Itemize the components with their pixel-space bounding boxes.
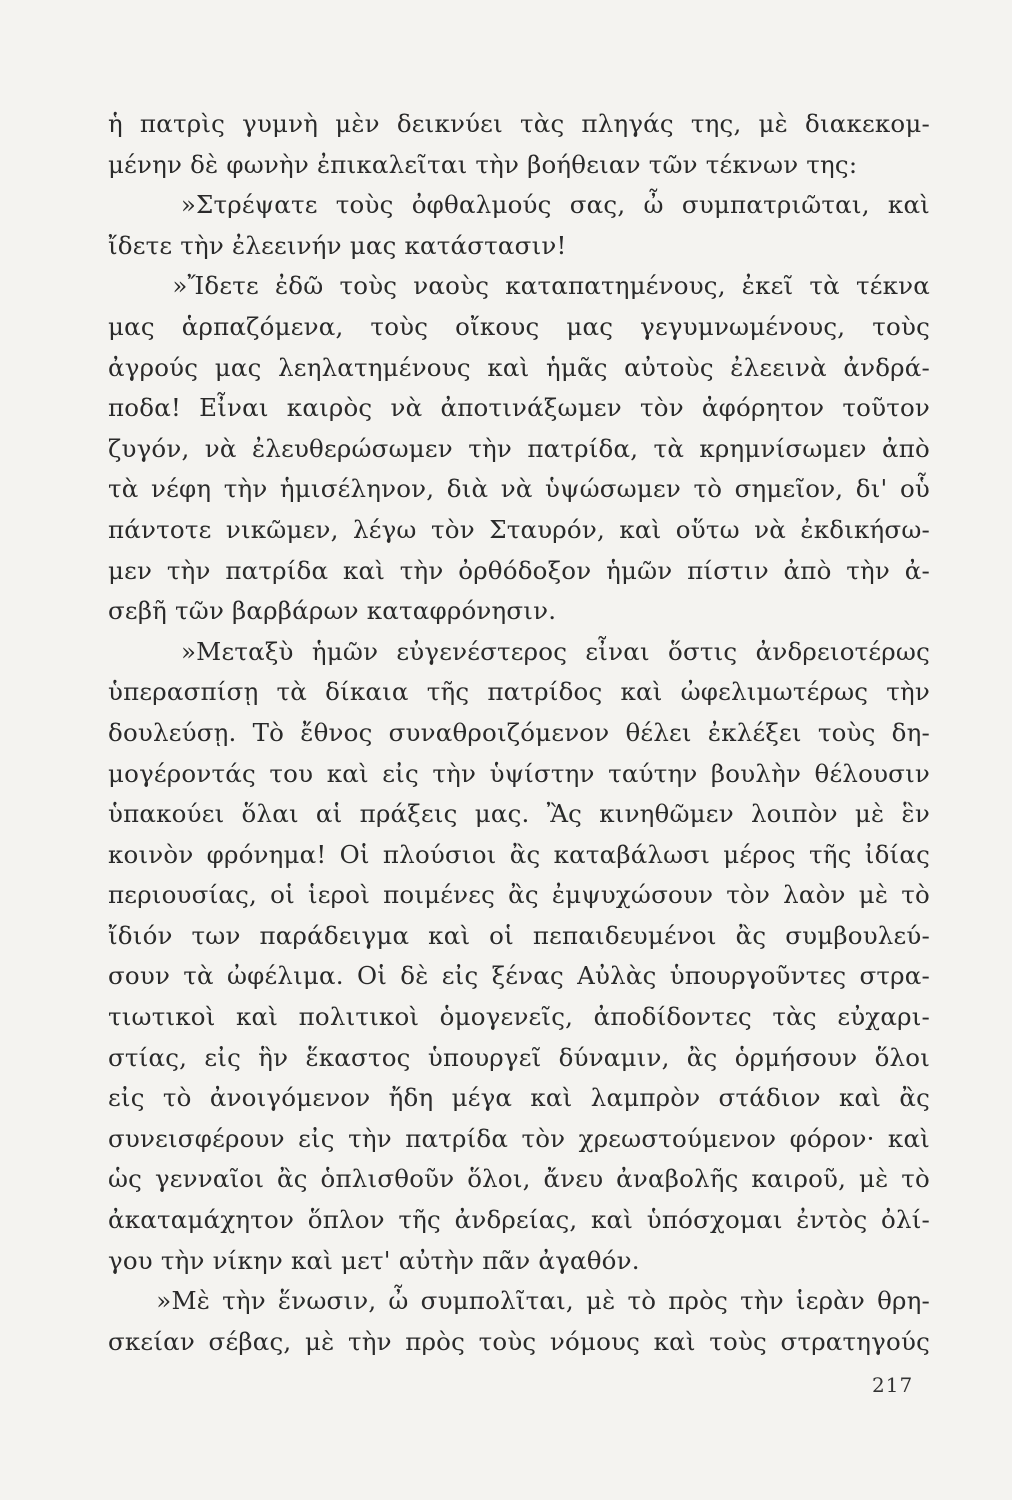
text-line: ἡ πατρὶς γυμνὴ μὲν δεικνύει τὰς πληγάς της, μὲ διακεκομ- <box>108 109 930 138</box>
text-line: ζυγόν, νὰ ἐλευθερώσωμεν τὴν πατρίδα, τὰ κρημνίσωμεν ἀπὸ <box>108 433 930 463</box>
text-line: περιουσίας, οἱ ἱεροὶ ποιμένες ἂς ἐμψυχώσουν τὸν λαὸν μὲ τὸ <box>108 880 930 910</box>
text-line: »Μὲ τὴν ἕνωσιν, ὦ συμπολῖται, μὲ τὸ πρὸς τὴν ἱερὰν θρη- <box>108 1286 930 1316</box>
text-line: εἰς τὸ ἀνοιγόμενον ἤδη μέγα καὶ λαμπρὸν στάδιον καὶ ἂς <box>108 1083 930 1113</box>
text-line: ποδα! Εἶναι καιρὸς νὰ ἀποτινάξωμεν τὸν ἀφόρητον τοῦτον <box>108 393 930 423</box>
text-line: »Ἴδετε ἐδῶ τοὺς ναοὺς καταπατημένους, ἐκεῖ τὰ τέκνα <box>108 271 930 301</box>
text-line: συνεισφέρουν εἰς τὴν πατρίδα τὸν χρεωστούμενον φόρον· καὶ <box>108 1123 930 1153</box>
text-line: μογέροντάς του καὶ εἰς τὴν ὑψίστην ταύτην βουλὴν θέλουσιν <box>108 758 930 788</box>
text-line: ὑπακούει ὅλαι αἱ πράξεις μας. Ἂς κινηθῶμεν λοιπὸν μὲ ἓν <box>108 799 930 829</box>
text-line: ἀκαταμάχητον ὅπλον τῆς ἀνδρείας, καὶ ὑπόσχομαι ἐντὸς ὀλί- <box>108 1205 930 1235</box>
text-line: ὡς γενναῖοι ἂς ὁπλισθοῦν ὅλοι, ἄνευ ἀναβολῆς καιροῦ, μὲ τὸ <box>108 1164 930 1194</box>
text-line: ἀγρούς μας λεηλατημένους καὶ ἡμᾶς αὐτοὺς ἐλεεινὰ ἀνδρά- <box>108 352 930 382</box>
text-line: ὑπερασπίσῃ τὰ δίκαια τῆς πατρίδος καὶ ὠφελιμωτέρως τὴν <box>108 677 930 707</box>
text-line: δουλεύσῃ. Τὸ ἔθνος συναθροιζόμενον θέλει ἐκλέξει τοὺς δη- <box>108 717 930 747</box>
text-line: κοινὸν φρόνημα! Οἱ πλούσιοι ἂς καταβάλωσι μέρος τῆς ἰδίας <box>108 839 930 869</box>
text-line: μένην δὲ φωνὴν ἐπικαλεῖται τὴν βοήθειαν τῶν τέκνων της: <box>108 149 858 179</box>
text-line: »Στρέψατε τοὺς ὀφθαλμούς σας, ὦ συμπατριῶται, καὶ <box>108 190 930 220</box>
text-line: ἴδετε τὴν ἐλεεινήν μας κατάστασιν! <box>108 230 567 260</box>
body-text <box>108 104 930 1362</box>
text-line: πάντοτε νικῶμεν, λέγω τὸν Σταυρόν, καὶ οὕτω νὰ ἐκδικήσω- <box>108 514 930 544</box>
text-line: τιωτικοὶ καὶ πολιτικοὶ ὁμογενεῖς, ἀποδίδοντες τὰς εὐχαρι- <box>108 1002 930 1032</box>
text-line: μας ἁρπαζόμενα, τοὺς οἴκους μας γεγυμνωμένους, τοὺς <box>108 311 930 341</box>
page-number: 217 <box>872 1373 914 1397</box>
text-line: γου τὴν νίκην καὶ μετ' αὐτὴν πᾶν ἀγαθόν. <box>108 1245 640 1275</box>
text-line: μεν τὴν πατρίδα καὶ τὴν ὀρθόδοξον ἡμῶν πίστιν ἀπὸ τὴν ἀ- <box>108 555 930 585</box>
text-line: σουν τὰ ὠφέλιμα. Οἱ δὲ εἰς ξένας Αὐλὰς ὑπουργοῦντες στρα- <box>108 961 930 991</box>
text-line: σεβῆ τῶν βαρβάρων καταφρόνησιν. <box>108 596 557 626</box>
text-line: ἴδιόν των παράδειγμα καὶ οἱ πεπαιδευμένοι ἂς συμβουλεύ- <box>108 920 930 950</box>
text-line: τὰ νέφη τὴν ἡμισέληνον, διὰ νὰ ὑψώσωμεν τὸ σημεῖον, δι' οὗ <box>108 474 930 504</box>
text-line: »Μεταξὺ ἡμῶν εὐγενέστερος εἶναι ὅστις ἀνδρειοτέρως <box>108 636 930 666</box>
text-line: σκείαν σέβας, μὲ τὴν πρὸς τοὺς νόμους καὶ τοὺς στρατηγούς <box>108 1326 930 1356</box>
text-line: στίας, εἰς ἣν ἕκαστος ὑπουργεῖ δύναμιν, ἂς ὁρμήσουν ὅλοι <box>108 1042 930 1072</box>
